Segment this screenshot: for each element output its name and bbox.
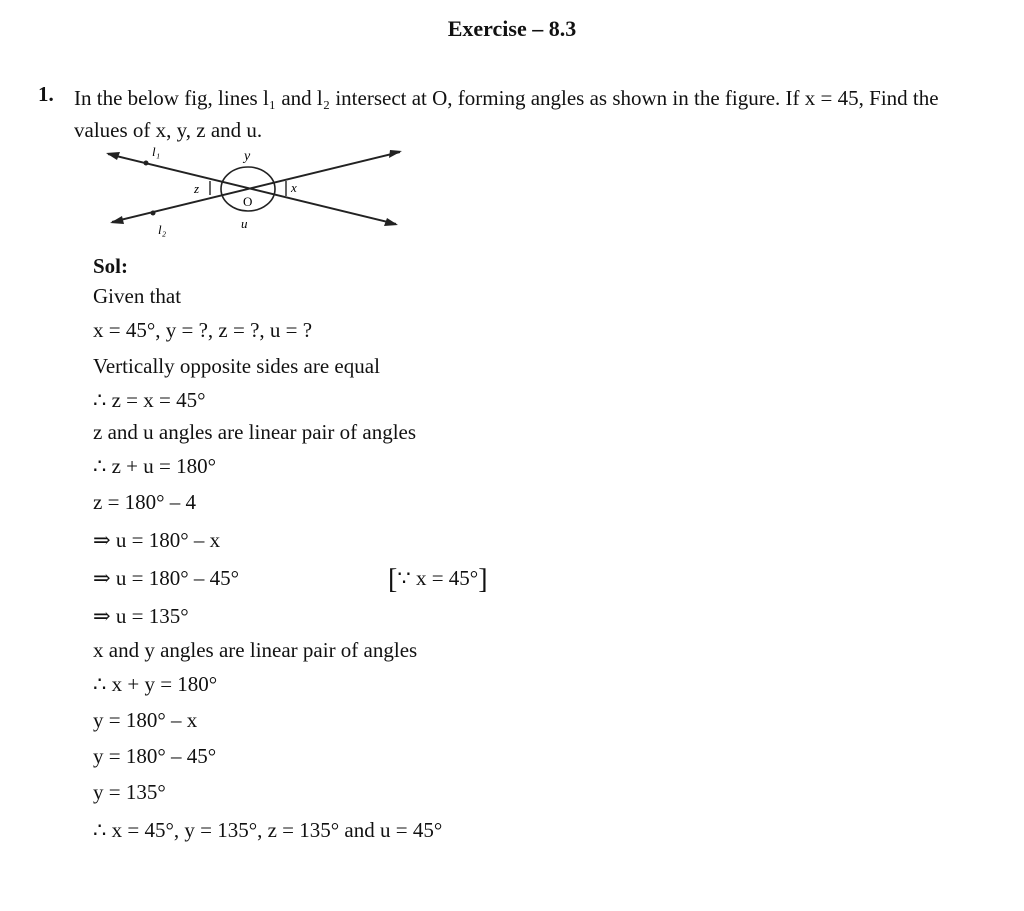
label-l2: l₂ [158, 222, 167, 237]
solution-line: ⇒ u = 180° – 45° [93, 566, 239, 590]
solution-line: y = 135° [93, 780, 166, 804]
intersecting-lines-figure [98, 142, 408, 242]
label-y: y [244, 149, 251, 164]
solution-line: ∴ x = 45°, y = 135°, z = 135° and u = 45° [93, 818, 443, 842]
exercise-title: Exercise – 8.3 [447, 16, 577, 41]
solution-line: ∴ z = x = 45° [93, 388, 206, 412]
question-text: In the below fig, lines l₁ and l₂ intersect at O, forming angles as shown in the figure. If x = 45, Find the values of x, y, z and u. [74, 86, 939, 142]
side-note-text: ∵ x = 45° [397, 566, 479, 590]
arrow-l1-right [384, 218, 398, 226]
solution-line: ∴ x + y = 180° [93, 672, 218, 696]
bracket-open-icon: [ [388, 564, 398, 595]
solution-line: ⇒ u = 180° – x [93, 528, 221, 552]
solution-line: x and y angles are linear pair of angles [93, 638, 418, 662]
solution-line: z = 180° – 4 [93, 490, 197, 514]
arrow-l1-left [106, 152, 120, 160]
solution-line: z and u angles are linear pair of angles [93, 420, 417, 444]
question-number: 1. [38, 82, 54, 106]
label-l1: l₁ [152, 144, 161, 159]
solution-line: ⇒ u = 135° [93, 604, 189, 628]
solution-line: ∴ z + u = 180° [93, 454, 217, 478]
point-on-l2 [151, 211, 156, 216]
arrow-l2-left [110, 216, 124, 224]
solution-line: Vertically opposite sides are equal [93, 354, 380, 378]
solution-line: x = 45°, y = ?, z = ?, u = ? [93, 318, 313, 342]
solution-line: Given that [93, 284, 182, 308]
arrow-l2-right [389, 150, 402, 158]
solution-line: y = 180° – 45° [93, 744, 217, 768]
label-x: x [291, 180, 297, 195]
label-o: O [243, 194, 253, 209]
bracket-close-icon: ] [478, 564, 488, 595]
side-note [388, 564, 488, 596]
solution-line: y = 180° – x [93, 708, 198, 732]
line-l2 [112, 152, 400, 222]
label-u: u [241, 216, 248, 231]
point-on-l1 [144, 161, 149, 166]
label-z: z [194, 181, 200, 196]
solution-heading: Sol: [93, 254, 129, 278]
